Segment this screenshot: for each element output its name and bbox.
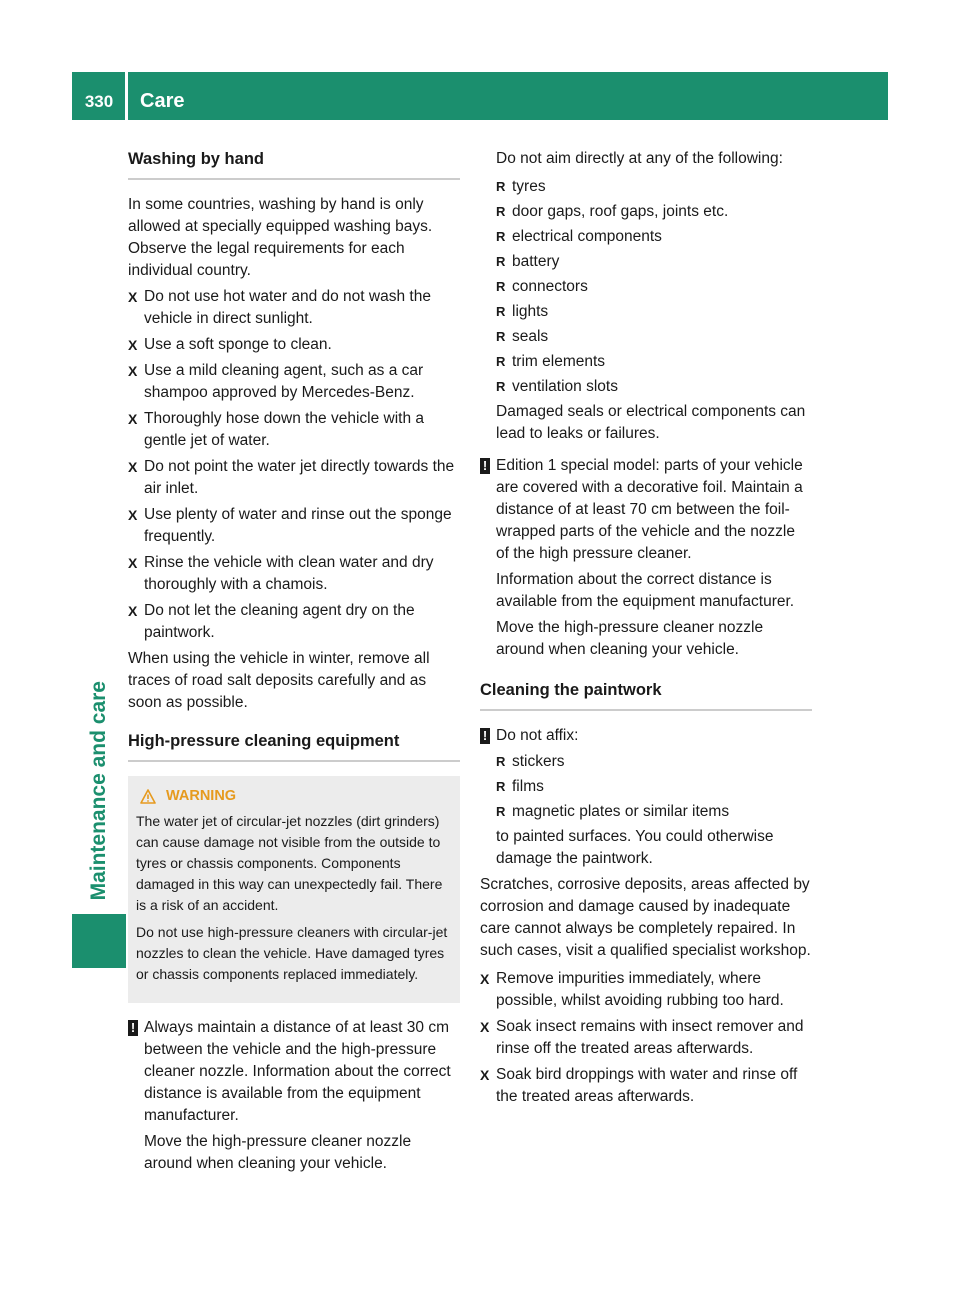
- notice-subtext: to painted surfaces. You could otherwise damage the paintwork.: [496, 828, 774, 867]
- bullet-marker-icon: R: [496, 379, 506, 394]
- notice-text: Do not affix:: [496, 727, 579, 744]
- edition-notice: [480, 455, 812, 565]
- list-item: [496, 276, 812, 298]
- list-item-text: magnetic plates or similar items: [512, 803, 730, 820]
- notice-text: Edition 1 special model: parts of your vehicle are covered with a decorative foil. Maintain a distance of at least 70 cm between the foil-wrapped parts of the vehicle and the nozzle of the high pressure cleaner.: [496, 457, 803, 562]
- aim-list: [480, 176, 812, 398]
- washing-step: [128, 408, 460, 452]
- step-marker-icon: X: [128, 603, 138, 619]
- winter-note: When using the vehicle in winter, remove all traces of road salt deposits carefully and as soon as possible.: [128, 650, 430, 711]
- notice: [128, 1017, 460, 1127]
- header-divider: [125, 72, 128, 120]
- list-item-text: stickers: [512, 753, 565, 770]
- section-title: Care: [140, 90, 185, 112]
- step-text: Soak insect remains with insect remover and rinse off the treated areas afterwards.: [496, 1018, 804, 1057]
- paintwork-heading: Cleaning the paintwork: [480, 679, 812, 711]
- page-number: 330: [84, 92, 114, 111]
- list-item-text: electrical components: [512, 228, 662, 245]
- list-item-text: connectors: [512, 278, 588, 295]
- bullet-marker-icon: R: [496, 204, 506, 219]
- side-tab-label: Maintenance and care: [87, 680, 110, 900]
- affix-list: [480, 751, 812, 823]
- step-text: Do not let the cleaning agent dry on the paintwork.: [144, 602, 415, 641]
- warning-box: [128, 776, 460, 1003]
- step-marker-icon: X: [128, 411, 138, 427]
- bullet-marker-icon: R: [496, 754, 506, 769]
- list-item: [496, 801, 812, 823]
- washing-heading: Washing by hand: [128, 148, 460, 180]
- bullet-marker-icon: R: [496, 779, 506, 794]
- step-marker-icon: X: [128, 337, 138, 353]
- paintwork-step: [480, 1064, 812, 1108]
- notice-subtext: Move the high-pressure cleaner nozzle around when cleaning your vehicle.: [496, 619, 764, 658]
- exclamation-icon: !: [480, 728, 490, 744]
- step-marker-icon: X: [128, 363, 138, 379]
- aim-intro: Do not aim directly at any of the following:: [496, 150, 783, 167]
- left-column: [128, 148, 460, 1179]
- notice-text: Always maintain a distance of at least 30 cm between the vehicle and the high-pressure cleaner nozzle. Information about the correct distance is available from the equipment manufacturer.: [144, 1019, 451, 1124]
- bullet-marker-icon: R: [496, 804, 506, 819]
- paintwork-notice: [480, 725, 812, 747]
- warning-header: [136, 786, 450, 807]
- scratches-text: Scratches, corrosive deposits, areas affected by corrosion and damage caused by inadequate care cannot always be completely repaired. In such cases, visit a qualified specialist workshop.: [480, 876, 811, 959]
- bullet-marker-icon: R: [496, 229, 506, 244]
- bullet-marker-icon: R: [496, 254, 506, 269]
- list-item-text: trim elements: [512, 353, 606, 370]
- step-text: Use plenty of water and rinse out the sponge frequently.: [144, 506, 452, 545]
- list-item: [496, 351, 812, 373]
- high-pressure-heading: High-pressure cleaning equipment: [128, 730, 460, 762]
- washing-step: [128, 600, 460, 644]
- list-item: [496, 376, 812, 398]
- step-marker-icon: X: [128, 555, 138, 571]
- paintwork-step: [480, 1016, 812, 1060]
- warning-triangle-icon: [140, 789, 156, 804]
- side-marker: [72, 914, 126, 968]
- washing-step: [128, 286, 460, 330]
- step-text: Soak bird droppings with water and rinse off the treated areas afterwards.: [496, 1066, 798, 1105]
- list-item-text: tyres: [512, 178, 546, 195]
- list-item: [496, 776, 812, 798]
- step-marker-icon: X: [128, 459, 138, 475]
- list-item: [496, 301, 812, 323]
- list-item: [496, 176, 812, 198]
- washing-step: [128, 456, 460, 500]
- warning-text: The water jet of circular-jet nozzles (dirt grinders) can cause damage not visible from the outside to tyres or chassis components. Components damaged in this way can unexpectedly fail. There is a risk of an accident.: [136, 813, 443, 913]
- list-item: [496, 201, 812, 223]
- list-item-text: lights: [512, 303, 549, 320]
- list-item-text: films: [512, 778, 544, 795]
- notice-subtext: Move the high-pressure cleaner nozzle around when cleaning your vehicle.: [144, 1133, 412, 1172]
- step-marker-icon: X: [480, 971, 490, 987]
- side-tab: [72, 120, 126, 900]
- washing-step: [128, 334, 460, 356]
- step-text: Remove impurities immediately, where possible, whilst avoiding rubbing too hard.: [496, 970, 784, 1009]
- step-text: Rinse the vehicle with clean water and dry thoroughly with a chamois.: [144, 554, 434, 593]
- washing-step: [128, 360, 460, 404]
- aim-outro: Damaged seals or electrical components can lead to leaks or failures.: [496, 403, 806, 442]
- list-item: [496, 751, 812, 773]
- washing-step: [128, 552, 460, 596]
- step-text: Do not use hot water and do not wash the vehicle in direct sunlight.: [144, 288, 431, 327]
- list-item: [496, 251, 812, 273]
- list-item-text: battery: [512, 253, 560, 270]
- paintwork-step: [480, 968, 812, 1012]
- step-text: Thoroughly hose down the vehicle with a gentle jet of water.: [144, 410, 425, 449]
- exclamation-icon: !: [128, 1020, 138, 1036]
- notice-subtext: Information about the correct distance is available from the equipment manufacturer.: [496, 571, 795, 610]
- bullet-marker-icon: R: [496, 304, 506, 319]
- list-item-text: seals: [512, 328, 549, 345]
- step-text: Use a mild cleaning agent, such as a car shampoo approved by Mercedes-Benz.: [144, 362, 424, 401]
- step-marker-icon: X: [480, 1019, 490, 1035]
- right-column: [480, 148, 812, 1112]
- bullet-marker-icon: R: [496, 329, 506, 344]
- step-text: Use a soft sponge to clean.: [144, 336, 332, 353]
- step-marker-icon: X: [128, 507, 138, 523]
- list-item-text: ventilation slots: [512, 378, 618, 395]
- washing-intro: In some countries, washing by hand is only allowed at specially equipped washing bays. Observe the legal requirements for each individual country.: [128, 196, 433, 279]
- header-bar: [72, 72, 888, 120]
- exclamation-icon: !: [480, 458, 490, 474]
- warning-text: Do not use high-pressure cleaners with circular-jet nozzles to clean the vehicle. Have damaged tyres or chassis components replaced immediately.: [136, 924, 448, 982]
- step-marker-icon: X: [128, 289, 138, 305]
- list-item: [496, 326, 812, 348]
- step-text: Do not point the water jet directly towards the air inlet.: [144, 458, 455, 497]
- washing-step: [128, 504, 460, 548]
- warning-title: WARNING: [166, 788, 237, 804]
- bullet-marker-icon: R: [496, 279, 506, 294]
- list-item: [496, 226, 812, 248]
- list-item-text: door gaps, roof gaps, joints etc.: [512, 203, 729, 220]
- step-marker-icon: X: [480, 1067, 490, 1083]
- bullet-marker-icon: R: [496, 179, 506, 194]
- bullet-marker-icon: R: [496, 354, 506, 369]
